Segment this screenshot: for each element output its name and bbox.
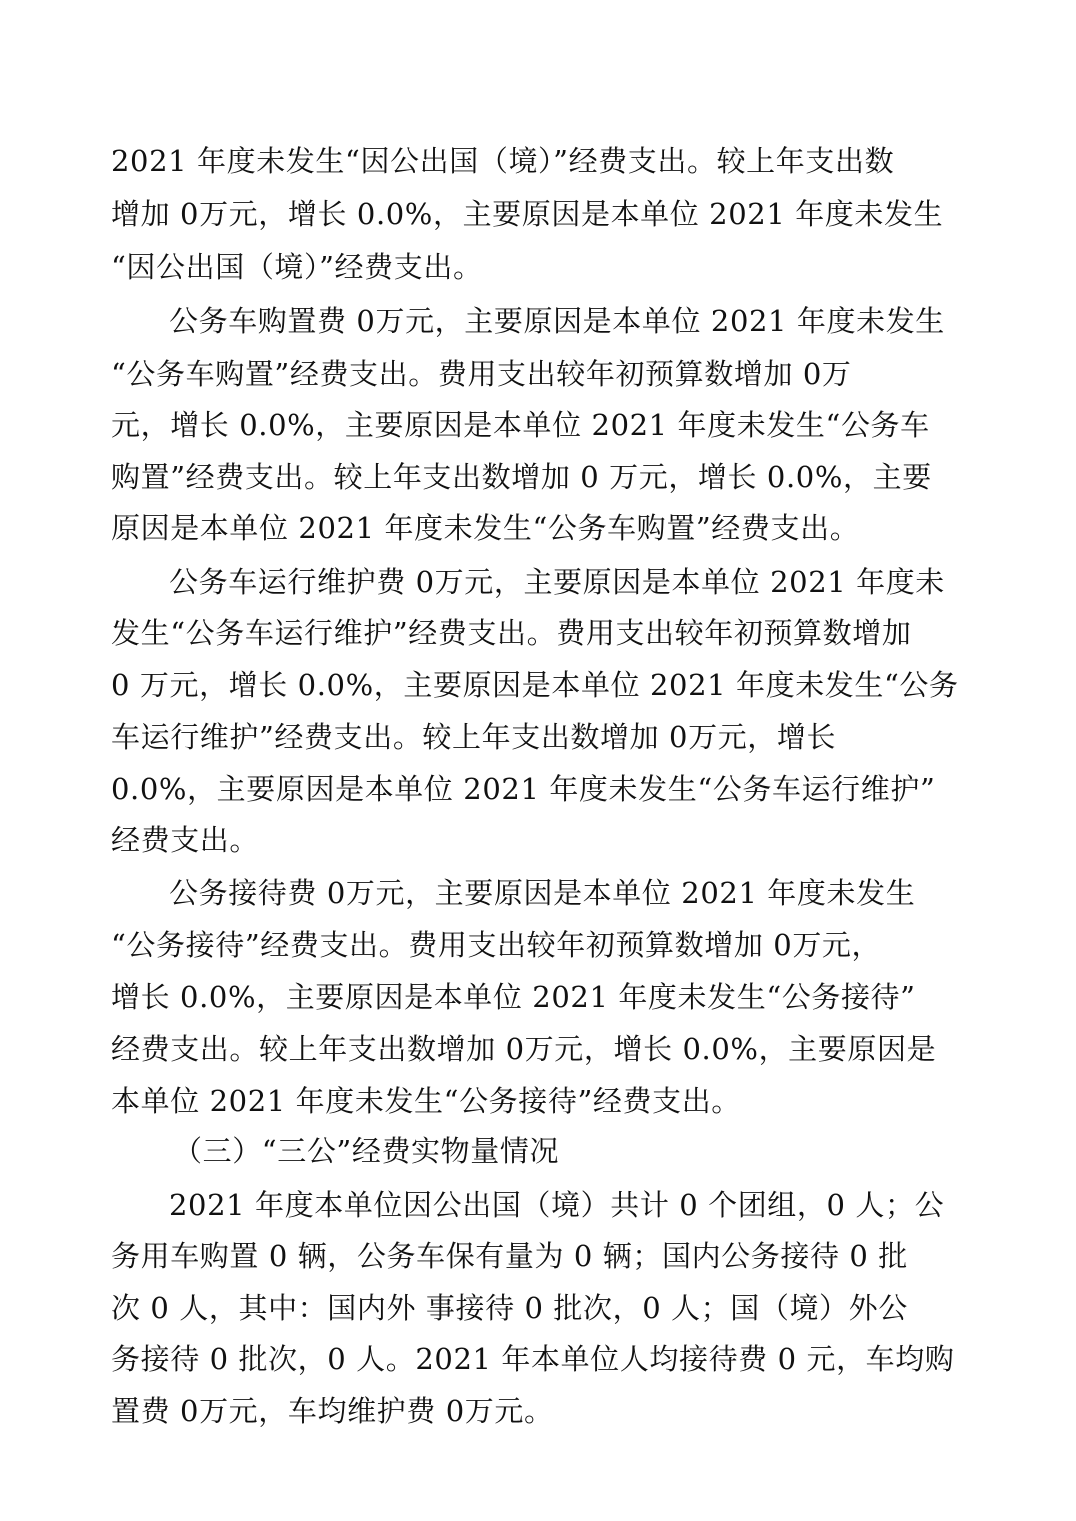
text-line: 2021 年度未发生“因公出国（境）”经费支出。较上年支出数 (111, 144, 895, 178)
text-line: 购置”经费支出。较上年支出数增加 0 万元，增长 0.0%，主要 (111, 460, 932, 494)
paragraph-start-line: 公务车运行维护费 0万元，主要原因是本单位 2021 年度未 (169, 565, 945, 599)
paragraph-start-line: 公务车购置费 0万元，主要原因是本单位 2021 年度未发生 (169, 304, 945, 338)
text-line: 置费 0万元，车均维护费 0万元。 (111, 1394, 554, 1428)
text-line: 增长 0.0%，主要原因是本单位 2021 年度未发生“公务接待” (111, 980, 916, 1014)
text-line: 车运行维护”经费支出。较上年支出数增加 0万元，增长 (111, 720, 837, 754)
section-heading: （三）“三公”经费实物量情况 (173, 1134, 560, 1168)
text-line: “因公出国（境）”经费支出。 (111, 250, 483, 284)
text-line: 原因是本单位 2021 年度未发生“公务车购置”经费支出。 (111, 511, 860, 545)
text-line: 增加 0万元，增长 0.0%，主要原因是本单位 2021 年度未发生 (111, 197, 944, 231)
text-line: 务用车购置 0 辆，公务车保有量为 0 辆；国内公务接待 0 批 (111, 1239, 908, 1273)
text-line: 元，增长 0.0%，主要原因是本单位 2021 年度未发生“公务车 (111, 408, 930, 442)
text-line: 务接待 0 批次，0 人。2021 年本单位人均接待费 0 元，车均购 (111, 1342, 955, 1376)
paragraph-start-line: 2021 年度本单位因公出国（境）共计 0 个团组，0 人；公 (169, 1188, 945, 1222)
text-line: 本单位 2021 年度未发生“公务接待”经费支出。 (111, 1084, 741, 1118)
text-line: 次 0 人，其中：国内外 事接待 0 批次，0 人；国（境）外公 (111, 1291, 908, 1325)
text-line: “公务车购置”经费支出。费用支出较年初预算数增加 0万 (111, 357, 852, 391)
text-line: “公务接待”经费支出。费用支出较年初预算数增加 0万元， (111, 928, 882, 962)
text-line: 发生“公务车运行维护”经费支出。费用支出较年初预算数增加 (111, 616, 912, 650)
paragraph-start-line: 公务接待费 0万元，主要原因是本单位 2021 年度未发生 (169, 876, 916, 910)
text-line: 0.0%，主要原因是本单位 2021 年度未发生“公务车运行维护” (111, 772, 936, 806)
text-line: 经费支出。较上年支出数增加 0万元，增长 0.0%，主要原因是 (111, 1032, 937, 1066)
text-line: 0 万元，增长 0.0%，主要原因是本单位 2021 年度未发生“公务 (111, 668, 959, 702)
text-line: 经费支出。 (111, 823, 260, 857)
